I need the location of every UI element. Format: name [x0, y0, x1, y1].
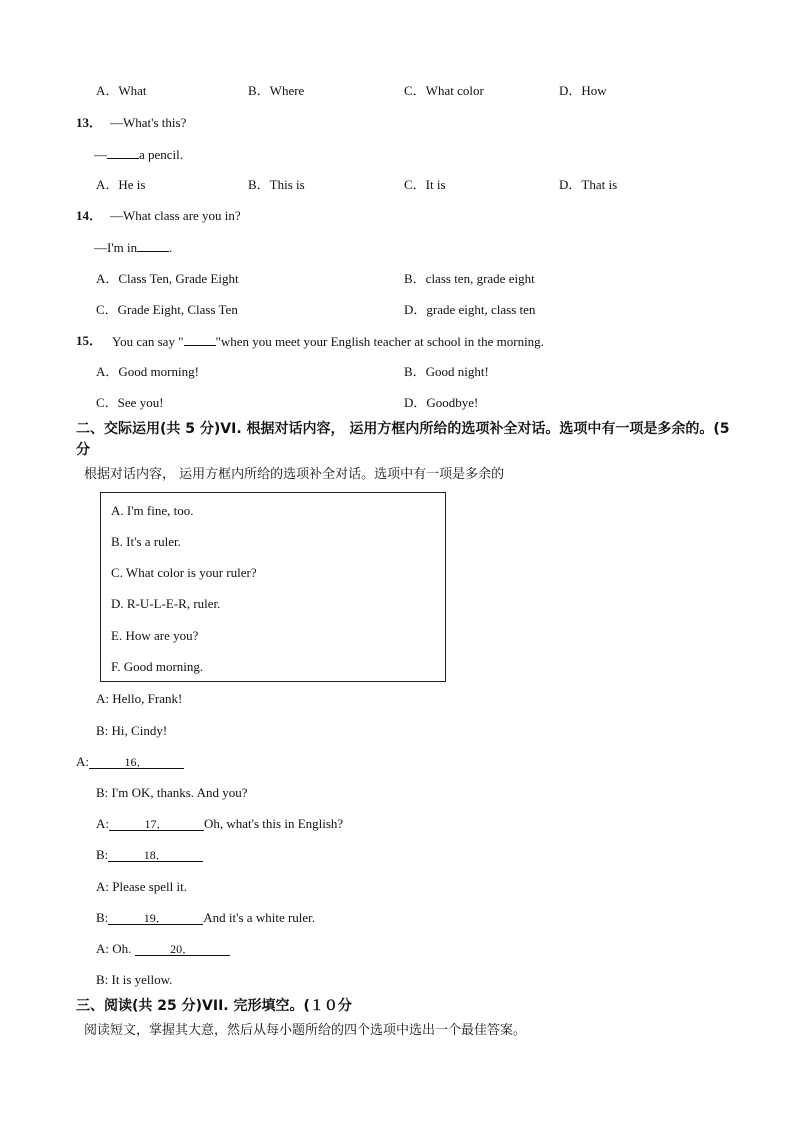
q12-options	[0, 83, 794, 99]
blank-16: 16．	[89, 756, 184, 769]
dialogue-line-2: B: Hi, Cindy!	[96, 723, 168, 738]
section2-heading: 二、交际运用(共 5 分)VI. 根据对话内容， 运用方框内所给的选项补全对话。选项中有一项是多余的。(5 分	[76, 421, 730, 458]
q14-option-b: B．class ten, grade eight	[404, 271, 535, 286]
q12-option-a: A．What	[96, 83, 147, 98]
dialogue-line-8	[96, 910, 315, 926]
dialogue-line-7: A: Please spell it.	[96, 879, 187, 894]
q14-blank	[137, 239, 169, 252]
q14-answer-prefix: —I'm in	[94, 240, 138, 255]
box-option-c: C. What color is your ruler?	[111, 565, 257, 580]
q12-option-b: B．Where	[248, 83, 305, 98]
box-option-e: E. How are you?	[111, 628, 199, 643]
q15-prompt-before: You can say "	[112, 334, 184, 349]
box-option-f: F. Good morning.	[111, 659, 204, 674]
q13-options	[0, 177, 794, 193]
box-option-b: B. It's a ruler.	[111, 534, 181, 549]
q13-answer-line	[94, 146, 183, 163]
options-box	[100, 492, 446, 682]
q14-prompt: —What class are you in?	[110, 208, 241, 223]
dialogue-speaker: A:	[96, 816, 109, 831]
q13-answer-prefix: —	[94, 147, 107, 162]
q13-option-d: D．That is	[559, 177, 618, 192]
q14-option-c: C．Grade Eight, Class Ten	[96, 302, 238, 317]
q13-option-c: C．It is	[404, 177, 446, 192]
q15-option-a: A．Good morning!	[96, 364, 199, 379]
q12-option-c: C．What color	[404, 83, 484, 98]
dialogue-line-9	[96, 941, 230, 957]
box-option-a: A. I'm fine, too.	[111, 503, 194, 518]
blank-18: 18．	[108, 849, 203, 862]
dialogue-speaker: B:	[96, 910, 109, 925]
section3-instruction: 阅读短文，掌握其大意，然后从每小题所给的四个选项中选出一个最佳答案。	[84, 1023, 527, 1038]
q15-prompt	[112, 333, 544, 350]
dialogue-line-8-after: And it's a white ruler.	[203, 910, 316, 925]
dialogue-speaker: A: Oh.	[96, 941, 132, 956]
box-option-d: D. R-U-L-E-R, ruler.	[111, 596, 221, 611]
dialogue-line-5	[96, 816, 343, 832]
q13-number: 13．	[76, 115, 103, 130]
q15-prompt-after: "when you meet your English teacher at school in the morning.	[215, 334, 544, 349]
q15-option-b: B．Good night!	[404, 364, 489, 379]
q15-number: 15．	[76, 333, 103, 348]
blank-20: 20．	[135, 943, 230, 956]
dialogue-speaker: B:	[96, 847, 109, 862]
q13-option-b: B．This is	[248, 177, 305, 192]
dialogue-line-6	[96, 847, 203, 863]
q15-option-d: D．Goodbye!	[404, 395, 479, 410]
section3-heading: 三、阅读(共 25 分)VII. 完形填空。(１０分	[76, 998, 352, 1014]
q14-answer-suffix: .	[169, 240, 173, 255]
dialogue-line-4: B: I'm OK, thanks. And you?	[96, 785, 248, 800]
section2-instruction: 根据对话内容， 运用方框内所给的选项补全对话。选项中有一项是多余的	[84, 467, 505, 482]
q13-prompt: —What's this?	[110, 115, 187, 130]
q13-answer-suffix: a pencil.	[139, 147, 184, 162]
q12-option-d: D．How	[559, 83, 607, 98]
blank-17: 17．	[109, 818, 204, 831]
dialogue-speaker: A:	[76, 754, 89, 769]
dialogue-line-5-after: Oh, what's this in English?	[204, 816, 344, 831]
q13-option-a: A．He is	[96, 177, 146, 192]
dialogue-line-1: A: Hello, Frank!	[96, 691, 183, 706]
dialogue-line-10: B: It is yellow.	[96, 972, 173, 987]
q15-option-c: C．See you!	[96, 395, 164, 410]
q14-answer-line	[94, 239, 172, 256]
q14-option-d: D．grade eight, class ten	[404, 302, 536, 317]
q13-blank	[107, 146, 139, 159]
q14-option-a: A．Class Ten, Grade Eight	[96, 271, 239, 286]
blank-19: 19．	[108, 912, 203, 925]
q14-number: 14．	[76, 208, 103, 223]
q15-blank	[184, 333, 216, 346]
dialogue-line-3	[76, 754, 184, 770]
